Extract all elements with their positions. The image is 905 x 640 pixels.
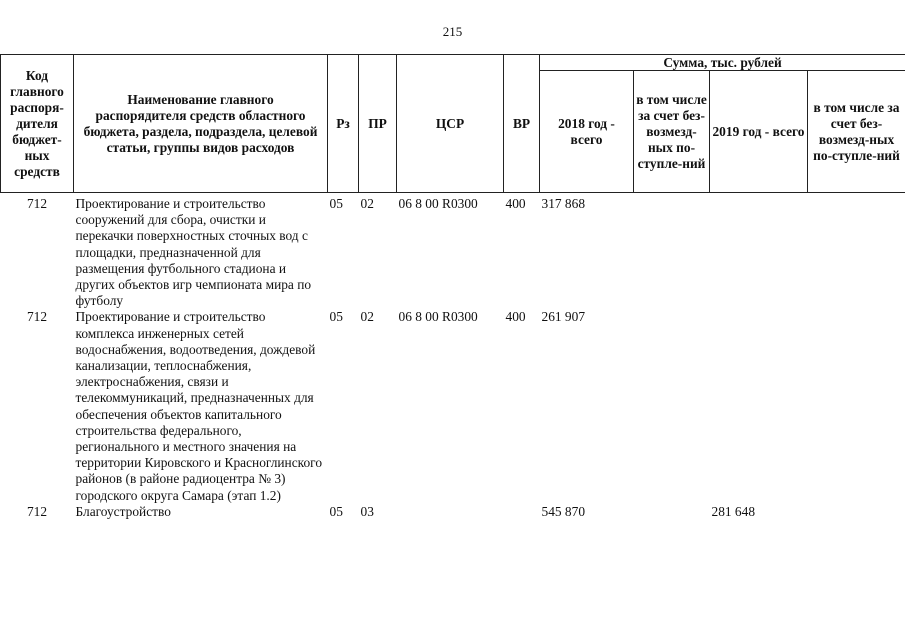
row-pr: 03 — [360, 503, 374, 519]
row-2019-total: 281 648 — [711, 503, 756, 519]
row-name: Благоустройство — [75, 503, 171, 519]
header-csr: ЦСР — [397, 55, 504, 193]
row-code: 712 — [26, 309, 48, 325]
header-2018-free: в том числе за счет без-возмезд-ных по-ступле-ний — [634, 71, 710, 193]
row-pr: 02 — [360, 309, 374, 325]
row-2019-free — [808, 504, 905, 520]
row-2018-free — [634, 504, 710, 520]
row-2019-total — [710, 193, 808, 310]
row-csr: 06 8 00 R0300 — [398, 196, 478, 211]
header-pr: ПР — [359, 55, 397, 193]
row-code: 712 — [26, 196, 48, 211]
table-header — [1, 55, 905, 193]
budget-table — [0, 54, 905, 520]
row-rz: 05 — [329, 309, 343, 325]
row-2019-free — [808, 309, 905, 503]
table-row — [1, 309, 905, 503]
row-csr: 06 8 00 R0300 — [398, 309, 478, 325]
row-csr — [397, 504, 504, 520]
page-number: 215 — [442, 24, 463, 39]
row-2018-free — [634, 309, 710, 503]
table-row — [1, 193, 905, 310]
header-2019-free: в том числе за счет без-возмезд-ных по-ступле-ний — [808, 71, 905, 193]
row-name: Проектирование и строительство сооружений для сбора, очистки и перекачки поверхностных сточных вод с площадки, предназначенной для размещения футбольного стадиона и других объектов игр чемпионата мира по футболу — [75, 196, 312, 309]
row-name: Проектирование и строительство комплекса инженерных сетей водоснабжения, водоотведения, дождевой канализации, теплоснабжения, электроснабжения, связи и телекоммуникаций, предназначенных для обеспечения объектов капитального строительства федерального, регионального и местного значения на территории Кировского и Красноглинского районов (в районе радиоцентра № 3) городского округа Самара (этап 1.2) — [75, 309, 323, 503]
row-2018-total: 261 907 — [541, 309, 586, 325]
row-vr: 400 — [505, 196, 526, 211]
row-rz: 05 — [329, 503, 343, 519]
row-2018-free — [634, 193, 710, 310]
table-body — [1, 193, 905, 521]
table-row — [1, 504, 905, 520]
row-pr: 02 — [360, 196, 374, 211]
row-2019-free — [808, 193, 905, 310]
header-2018-total: 2018 год - всего — [540, 71, 634, 193]
header-code: Код главного распоря-дителя бюджет-ных средств — [1, 55, 74, 193]
header-name: Наименование главного распорядителя средств областного бюджета, раздела, подраздела, целевой статьи, группы видов расходов — [74, 55, 328, 193]
header-vr: ВР — [504, 55, 540, 193]
row-2018-total: 317 868 — [541, 196, 586, 211]
row-rz: 05 — [329, 196, 343, 211]
header-sum: Сумма, тыс. рублей — [540, 55, 905, 71]
row-2019-total — [710, 309, 808, 503]
header-rz: Рз — [328, 55, 359, 193]
row-vr — [504, 504, 540, 520]
header-2019-total: 2019 год - всего — [710, 71, 808, 193]
row-code: 712 — [26, 503, 48, 519]
row-2018-total: 545 870 — [541, 503, 586, 519]
row-vr: 400 — [505, 309, 526, 325]
